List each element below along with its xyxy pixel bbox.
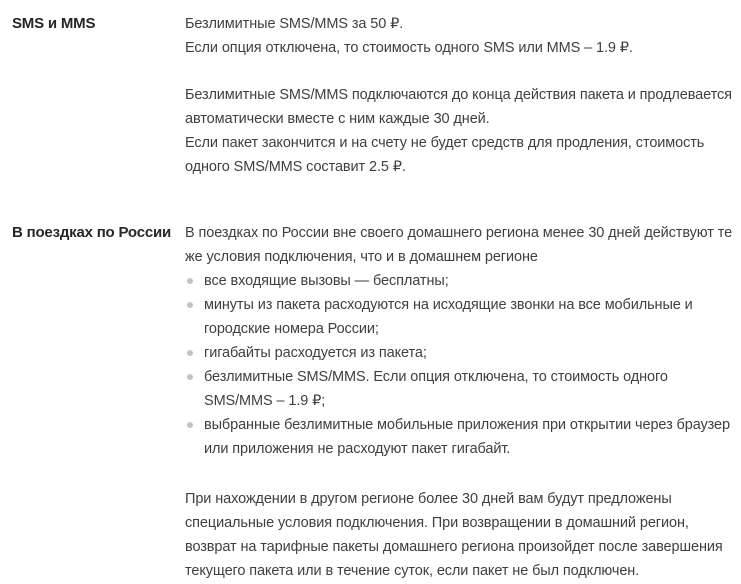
paragraph	[185, 221, 733, 269]
list-item	[185, 293, 733, 341]
section-travel-russia	[12, 221, 741, 583]
section-body-sms-mms	[185, 12, 733, 179]
section-body-travel-russia	[185, 221, 733, 583]
bullet-text: все входящие вызовы — бесплатны;	[204, 273, 449, 289]
bullet-text: безлимитные SMS/MMS. Если опция отключена, то стоимость одного SMS/MMS – 1.9 ₽;	[204, 369, 668, 409]
paragraph	[185, 12, 733, 60]
paragraph	[185, 487, 733, 583]
bullet-text: выбранные безлимитные мобильные приложения при открытии через браузер или приложения не расходуют пакет гигабайт.	[204, 417, 730, 457]
conditions-bullet-list	[185, 269, 733, 461]
text-line: При нахождении в другом регионе более 30 дней вам будут предложены специальные условия подключения. При возвращении в домашний регион, возврат на тарифные пакеты домашнего региона произойдет после завершения текущего пакета или в течение суток, если пакет не был подключен.	[185, 491, 723, 579]
bullet-icon	[187, 278, 193, 284]
text-line: В поездках по России вне своего домашнего региона менее 30 дней действуют те же условия подключения, что и в домашнем регионе	[185, 225, 733, 265]
bullet-icon	[187, 350, 193, 356]
list-item	[185, 269, 733, 293]
section-sms-mms	[12, 12, 741, 179]
text-line: Безлимитные SMS/MMS подключаются до конца действия пакета и продлевается автоматически вместе с ним каждые 30 дней.	[185, 87, 732, 127]
list-item	[185, 413, 733, 461]
bullet-icon	[187, 302, 193, 308]
bullet-text: минуты из пакета расходуются на исходящие звонки на все мобильные и городские номера России;	[204, 297, 693, 337]
list-item	[185, 365, 733, 413]
paragraph	[185, 83, 733, 179]
text-line: Если пакет закончится и на счету не будет средств для продления, стоимость одного SMS/MMS составит 2.5 ₽.	[185, 135, 705, 175]
text-line: Если опция отключена, то стоимость одного SMS или MMS – 1.9 ₽.	[185, 40, 633, 56]
bullet-icon	[187, 374, 193, 380]
bullet-icon	[187, 422, 193, 428]
section-heading-travel-russia: В поездках по России	[12, 224, 172, 241]
list-item	[185, 341, 733, 365]
text-line: Безлимитные SMS/MMS за 50 ₽.	[185, 16, 404, 32]
section-heading-sms-mms: SMS и MMS	[12, 15, 96, 32]
bullet-text: гигабайты расходуется из пакета;	[204, 345, 427, 361]
